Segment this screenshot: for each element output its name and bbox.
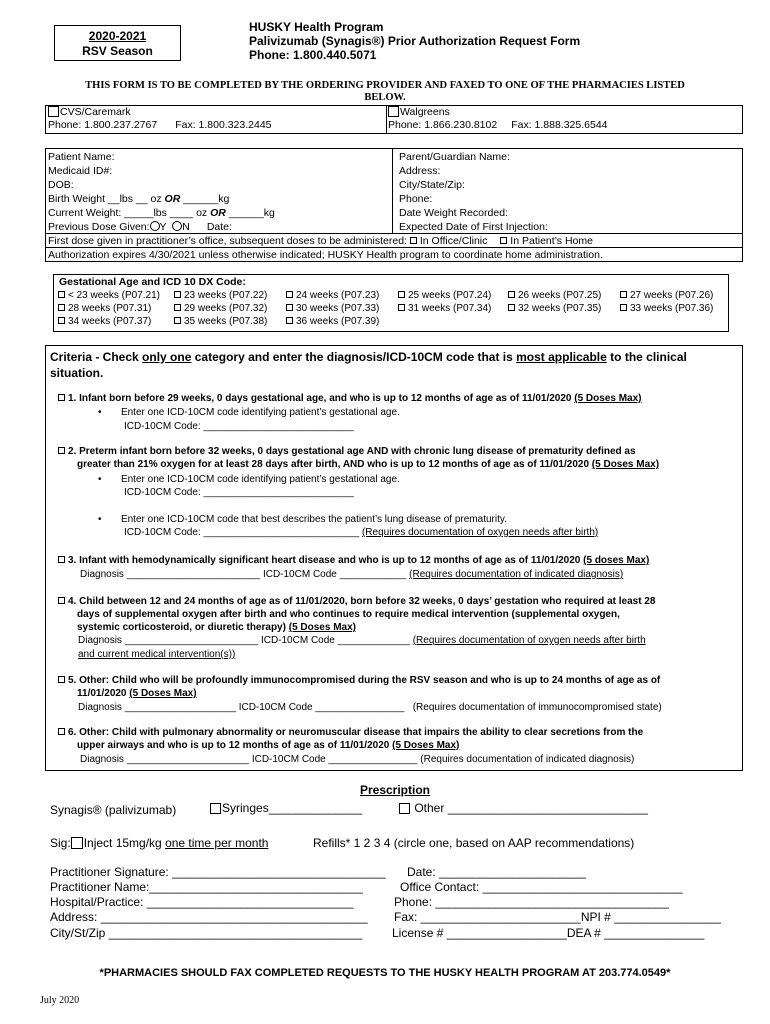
gestational-title: Gestational Age and ICD 10 DX Code:	[59, 276, 246, 288]
gestational-label: 31 weeks (P07.34)	[408, 303, 492, 314]
gestational-option[interactable]	[174, 303, 267, 314]
pharmacy-cvs	[48, 106, 272, 132]
current-weight-field[interactable]: Current Weight: _____lbs ____ oz OR ______kg	[48, 207, 275, 219]
gestational-option[interactable]	[398, 290, 491, 301]
header	[249, 20, 580, 62]
sig-checkbox[interactable]	[71, 837, 83, 849]
pharmacy-walgreens	[388, 106, 608, 132]
criterion-2: 2. Preterm infant born before 32 weeks, 0 days gestational age AND with chronic lung disease of prematurity defined as	[58, 446, 636, 458]
gestational-checkbox[interactable]	[508, 291, 515, 298]
footer-date: July 2020	[40, 995, 80, 1006]
practitioner-address[interactable]: Address: ________________________________________	[50, 910, 368, 924]
criterion-4: 4. Child between 12 and 24 months of age as of 11/01/2020, born before 32 weeks, 0 days’ gestation who required at least 28	[58, 596, 655, 608]
criterion-6-checkbox[interactable]	[58, 728, 65, 735]
gestational-label: 33 weeks (P07.36)	[630, 303, 714, 314]
walgreens-name: Walgreens	[400, 106, 450, 118]
medicaid-id-field[interactable]: Medicaid ID#:	[48, 165, 113, 177]
practitioner-fax-npi[interactable]: Fax: ________________________NPI # ________________	[394, 910, 721, 924]
gestational-checkbox[interactable]	[58, 291, 65, 298]
gestational-checkbox[interactable]	[286, 291, 293, 298]
criterion-2-checkbox[interactable]	[58, 447, 65, 454]
gestational-label: 30 weeks (P07.33)	[296, 303, 380, 314]
criterion-1-bullet: • Enter one ICD-10CM code identifying patient’s gestational age.	[98, 407, 400, 418]
row-first-dose	[48, 234, 744, 248]
practitioner-phone[interactable]: Phone: ___________________________________	[394, 895, 669, 909]
practitioner-signature[interactable]: Practitioner Signature: ________________________________	[50, 865, 386, 879]
gestational-checkbox[interactable]	[58, 317, 65, 324]
gestational-checkbox[interactable]	[620, 304, 627, 311]
gestational-label: 23 weeks (P07.22)	[184, 290, 268, 301]
gestational-option[interactable]	[286, 303, 379, 314]
gestational-checkbox[interactable]	[286, 317, 293, 324]
criterion-5: 5. Other: Child who will be profoundly immunocompromised during the RSV season and who is up to 24 months of age as of	[58, 675, 660, 687]
gestational-checkbox[interactable]	[398, 291, 405, 298]
expected-date-field[interactable]: Expected Date of First Injection:	[399, 221, 548, 233]
criterion-5-checkbox[interactable]	[58, 676, 65, 683]
season-box	[54, 25, 181, 61]
sig-field: Sig: Inject 15mg/kg one time per month	[50, 836, 269, 850]
criterion-3-checkbox[interactable]	[58, 556, 65, 563]
refills-field[interactable]: Refills* 1 2 3 4 (circle one, based on AAP recommendations)	[313, 836, 635, 850]
gestational-checkbox[interactable]	[174, 304, 181, 311]
criterion-4-line3: systemic corticosteroid, or diuretic therapy) (5 Doses Max)	[77, 622, 356, 633]
gestational-option[interactable]	[620, 303, 713, 314]
prev-dose-yes-radio[interactable]	[150, 221, 160, 231]
gestational-label: 25 weeks (P07.24)	[408, 290, 492, 301]
form-title: Palivizumab (Synagis®) Prior Authorization Request Form	[249, 34, 581, 48]
dob-field[interactable]: DOB:	[48, 179, 74, 191]
gestational-option[interactable]	[398, 303, 491, 314]
criterion-4-line2: days of supplemental oxygen after birth and who continues to require medical intervention (supplemental oxygen,	[77, 609, 620, 620]
row-birth-weight	[48, 192, 744, 206]
criterion-2-bullet-2: • Enter one ICD-10CM code that best describes the patient’s lung disease of prematurity.	[98, 514, 507, 525]
first-dose-text: First dose given in practitioner’s office, subsequent doses to be administered:	[48, 235, 410, 247]
gestational-checkbox[interactable]	[286, 304, 293, 311]
season-year: 2020-2021	[88, 29, 147, 43]
criterion-1-checkbox[interactable]	[58, 394, 65, 401]
gestational-label: 26 weeks (P07.25)	[518, 290, 602, 301]
criterion-1: 1. Infant born before 29 weeks, 0 days gestational age, and who is up to 12 months of age as of 11/01/2020 (5 Doses Max)	[58, 393, 642, 405]
walgreens-checkbox[interactable]	[388, 106, 399, 117]
gestational-label: 29 weeks (P07.32)	[184, 303, 268, 314]
instruction-line2: BELOW.	[364, 92, 406, 103]
drug-name: Synagis® (palivizumab)	[50, 803, 177, 817]
authorization-text: Authorization expires 4/30/2021 unless otherwise indicated; HUSKY Health program to coordinate home administration.	[48, 249, 603, 261]
criterion-4-diagnosis[interactable]: Diagnosis ________________________ ICD-10CM Code _____________ (Requires documentation of oxygen needs after birth	[78, 635, 646, 646]
license-dea[interactable]: License # __________________DEA # _______________	[392, 926, 705, 940]
program-name: HUSKY Health Program	[249, 20, 384, 34]
gestational-checkbox[interactable]	[174, 317, 181, 324]
gestational-checkbox[interactable]	[174, 291, 181, 298]
gestational-checkbox[interactable]	[398, 304, 405, 311]
gestational-label: 36 weeks (P07.39)	[296, 316, 380, 327]
syringes-field[interactable]: Syringes______________	[210, 801, 362, 815]
row-current-weight	[48, 206, 744, 220]
season-label: RSV Season	[82, 44, 153, 58]
cvs-name: CVS/Caremark	[60, 106, 131, 118]
gestational-checkbox[interactable]	[508, 304, 515, 311]
criterion-1-code[interactable]: ICD-10CM Code: ___________________________	[124, 421, 354, 432]
office-checkbox[interactable]	[410, 237, 417, 244]
office-label: In Office/Clinic	[419, 235, 488, 247]
gestational-label: 24 weeks (P07.23)	[296, 290, 380, 301]
date-weight-field[interactable]: Date Weight Recorded:	[399, 207, 508, 219]
prev-dose-date-field[interactable]: Date:	[206, 221, 232, 233]
gestational-option[interactable]	[174, 290, 267, 301]
row-names	[48, 150, 744, 164]
gestational-option[interactable]	[620, 290, 713, 301]
gestational-option[interactable]	[508, 303, 601, 314]
prev-dose-yes-label: Y	[159, 221, 167, 233]
gestational-label: 28 weeks (P07.31)	[68, 303, 152, 314]
prev-dose-no-label: N	[182, 221, 190, 233]
criterion-5-diagnosis[interactable]: Diagnosis ____________________ ICD-10CM Code ________________ (Requires documentation of immunocompromised state)	[78, 702, 662, 713]
gestational-checkbox[interactable]	[58, 304, 65, 311]
hospital-practice[interactable]: Hospital/Practice: _______________________________	[50, 895, 354, 909]
gestational-option[interactable]	[174, 316, 267, 327]
walgreens-fax: Fax: 1.888.325.6544	[511, 119, 608, 131]
other-checkbox[interactable]	[399, 803, 410, 814]
previous-dose-label: Previous Dose Given:	[48, 221, 150, 233]
gestational-option[interactable]	[286, 290, 379, 301]
cvs-fax: Fax: 1.800.323.2445	[175, 119, 272, 131]
footer-notice: *PHARMACIES SHOULD FAX COMPLETED REQUESTS TO THE HUSKY HEALTH PROGRAM AT 203.774.0549*	[99, 967, 671, 979]
birth-weight-field[interactable]: Birth Weight __lbs __ oz OR ______kg	[48, 193, 230, 205]
row-previous-dose	[48, 220, 744, 234]
gestational-option[interactable]	[58, 290, 160, 301]
row-dob	[48, 178, 744, 192]
gestational-option[interactable]	[58, 303, 151, 314]
instruction	[0, 80, 770, 104]
gestational-option[interactable]	[58, 316, 151, 327]
criterion-4-requirement: and current medical intervention(s))	[78, 649, 236, 660]
city-state-zip-field[interactable]: City/State/Zip:	[399, 179, 465, 191]
criterion-2-line2: greater than 21% oxygen for at least 28 days after birth, AND who is up to 12 months of age as of 11/01/2020 (5 Doses Max)	[77, 459, 660, 470]
gestational-option[interactable]	[508, 290, 601, 301]
practitioner-name[interactable]: Practitioner Name:________________________________	[50, 880, 363, 894]
practitioner-date[interactable]: Date: ______________________	[407, 865, 586, 879]
criterion-5-line2: 11/01/2020 (5 Doses Max)	[77, 688, 197, 699]
criterion-3-diagnosis[interactable]: Diagnosis ________________________ ICD-10CM Code ____________ (Requires documentation of indicated diagnosis)	[80, 569, 624, 580]
instruction-line1: THIS FORM IS TO BE COMPLETED BY THE ORDERING PROVIDER AND FAXED TO ONE OF THE PHARMACIES LISTED	[85, 80, 685, 91]
practitioner-city[interactable]: City/St/Zip ______________________________________	[50, 926, 363, 940]
row-medicaid	[48, 164, 744, 178]
home-label: In Patient’s Home	[510, 235, 593, 247]
criterion-3: 3. Infant with hemodynamically significant heart disease and who is up to 12 months of age as of 11/01/2020 (5 doses Max)	[58, 555, 649, 567]
gestational-label: 34 weeks (P07.37)	[68, 316, 152, 327]
criterion-2-code-1[interactable]: ICD-10CM Code: ___________________________	[124, 487, 354, 498]
gestational-label: < 23 weeks (P07.21)	[68, 290, 160, 301]
guardian-name-field[interactable]: Parent/Guardian Name:	[399, 151, 510, 163]
address-field[interactable]: Address:	[399, 165, 441, 177]
criteria-heading: Criteria - Check only one category and enter the diagnosis/ICD-10CM code that is most applicable to the clinical situation.	[50, 350, 687, 380]
phone-field[interactable]: Phone:	[399, 193, 433, 205]
criterion-6: 6. Other: Child with pulmonary abnormality or neuromuscular disease that impairs the ability to clear secretions from the	[58, 727, 643, 739]
patient-name-field[interactable]: Patient Name:	[48, 151, 115, 163]
prescription-title: Prescription	[359, 783, 431, 797]
syringes-checkbox[interactable]	[210, 803, 221, 814]
gestational-checkbox[interactable]	[620, 291, 627, 298]
walgreens-phone: Phone: 1.866.230.8102	[388, 119, 498, 131]
home-checkbox[interactable]	[500, 237, 507, 244]
gestational-label: 32 weeks (P07.35)	[518, 303, 602, 314]
program-phone: Phone: 1.800.440.5071	[249, 48, 377, 62]
criterion-2-code-2[interactable]: ICD-10CM Code: ____________________________ (Requires documentation of oxygen needs after birth)	[124, 527, 599, 538]
row-authorization	[48, 248, 744, 262]
other-field[interactable]: Other ______________________________	[399, 801, 648, 815]
office-contact[interactable]: Office Contact: ______________________________	[400, 880, 683, 894]
cvs-phone: Phone: 1.800.237.2767	[48, 119, 158, 131]
cvs-checkbox[interactable]	[48, 106, 59, 117]
criterion-6-diagnosis[interactable]: Diagnosis ______________________ ICD-10CM Code ________________ (Requires documentation of indicated diagnosis)	[80, 754, 635, 765]
gestational-label: 35 weeks (P07.38)	[184, 316, 268, 327]
gestational-label: 27 weeks (P07.26)	[630, 290, 714, 301]
criterion-2-bullet-1: • Enter one ICD-10CM code identifying patient’s gestational age.	[98, 474, 400, 485]
prev-dose-no-radio[interactable]	[172, 221, 182, 231]
criterion-6-line2: upper airways and who is up to 12 months of age as of 11/01/2020 (5 Doses Max)	[77, 740, 460, 751]
criterion-4-checkbox[interactable]	[58, 597, 65, 604]
gestational-option[interactable]	[286, 316, 379, 327]
